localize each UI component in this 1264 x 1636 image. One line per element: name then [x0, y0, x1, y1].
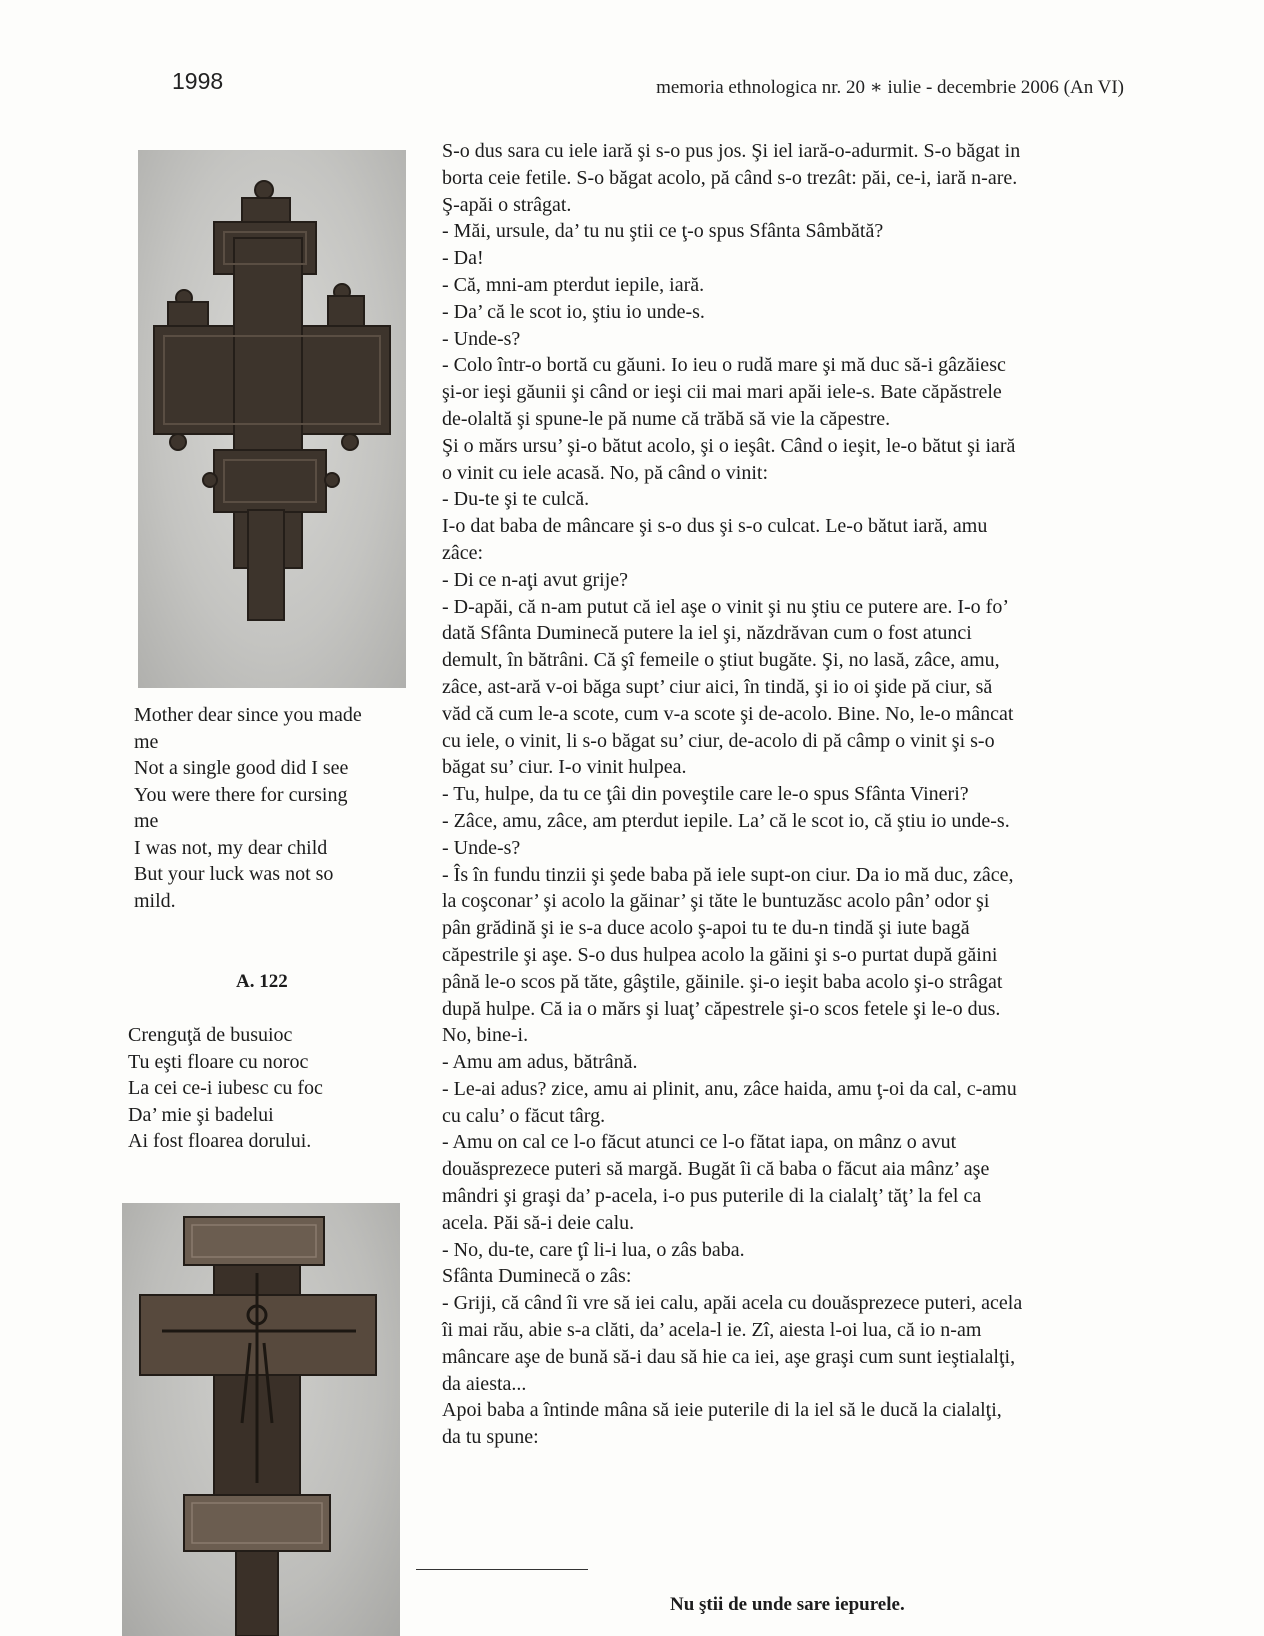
text-line: da aiesta...: [442, 1372, 527, 1395]
footnote-divider: [416, 1569, 588, 1570]
verse-line: But your luck was not so: [134, 863, 334, 885]
text-line: la coşconar’ şi acolo la găinar’ şi tăte le buntuzăsc acolo pân’ odor şi: [442, 890, 990, 913]
text-line: cu iele, o vinit, li s-o băgat su’ ciur, de-acolo di pă câmp o vinit şi s-o: [442, 729, 995, 752]
text-line: o vinit cu iele acasă. No, pă când o vinit:: [442, 461, 769, 484]
text-line: Şi o mărs ursu’ şi-o bătut acolo, şi o ieşât. Când o ieşit, le-o bătut şi iară: [442, 434, 1016, 457]
text-line: şi-or ieşi găunii şi când or ieşi cii mai mari apăi iele-s. Bate căpăstrele: [442, 381, 1002, 404]
text-line: mâncare aşe de bună să-i dau să hie ca iei, aşe graşi cum sunt ieştialalţi,: [442, 1345, 1016, 1368]
verse-english: [134, 702, 404, 914]
text-line: demult, în bătrâni. Că şî femeile o ştiut bugăte. Şi, no lasă, zâce, amu,: [442, 649, 1000, 672]
text-line: - Amu am adus, bătrână.: [442, 1051, 638, 1074]
verse-line: La cei ce-i iubesc cu foc: [128, 1077, 323, 1099]
text-line: de-olaltă şi spune-le pă nume că trăbă să vie la căpestre.: [442, 407, 891, 430]
text-line: - Da’ că le scot io, ştiu io unde-s.: [442, 300, 705, 323]
text-line: - Că, mni-am pterdut iepile, iară.: [442, 273, 705, 296]
verse-line: Not a single good did I see: [134, 757, 349, 779]
text-line: după hulpe. Că ia o mărs şi luaţ’ căpestrele şi-o scos fetele şi le-o dus.: [442, 997, 1001, 1020]
text-line: - Colo într-o bortă cu găuni. Io ieu o rudă mare şi mă duc să-i gâzăiesc: [442, 354, 1006, 377]
text-line: căpestrile şi aşe. S-o dus hulpea acolo la găini şi s-o purtat după găini: [442, 943, 998, 966]
main-story-text: [442, 138, 1154, 1451]
text-line: pân grădină şi ie s-a duce acolo ş-apoi tu te du-n tindă şi iute bagă: [442, 917, 970, 940]
crucifix-image: [122, 1203, 400, 1636]
text-line: - Zâce, amu, zâce, am pterdut iepile. La’ că le scot io, că ştiu io unde-s.: [442, 809, 1010, 832]
text-line: - Le-ai adus? zice, amu ai plinit, anu, zâce haida, amu ţ-oi da cal, c-amu: [442, 1077, 1017, 1100]
text-line: băgat su’ ciur. I-o vinit hulpea.: [442, 756, 687, 779]
text-line: cu calu’ o făcut târg.: [442, 1104, 606, 1127]
cross-photo-top: [138, 150, 406, 688]
text-line: - Unde-s?: [442, 836, 521, 859]
text-line: - Unde-s?: [442, 327, 521, 350]
text-line: - Amu on cal ce l-o făcut atunci ce l-o fătat iapa, on mânz o avut: [442, 1131, 957, 1154]
verse-line: Crenguţă de busuioc: [128, 1024, 293, 1046]
text-line: - Măi, ursule, da’ tu nu ştii ce ţ-o spus Sfânta Sâmbătă?: [442, 220, 884, 243]
text-line: dată Sfânta Duminecă putere la iel şi, năzdrăvan cum o fost atunci: [442, 622, 972, 645]
crucifix-photo-bottom: [122, 1203, 400, 1636]
verse-romanian: [128, 1022, 408, 1155]
text-line: - Griji, că când îi vre să iei calu, apăi acela cu douăsprezece puteri, acela: [442, 1292, 1023, 1315]
text-line: S-o dus sara cu iele iară şi s-o pus jos. Şi iel iară-o-adurmit. S-o băgat in: [442, 140, 1021, 162]
verse-line: Da’ mie şi badelui: [128, 1103, 274, 1126]
footnote: Nu ştii de unde sare iepurele.: [670, 1594, 905, 1615]
text-line: No, bine-i.: [442, 1024, 529, 1047]
text-line: văd că cum le-a scote, cum v-a scote şi de-acolo. Bine. No, le-o mâncat: [442, 702, 1014, 725]
text-line: - Tu, hulpe, da tu ce ţâi din poveştile care le-o spus Sfânta Vineri?: [442, 783, 969, 806]
text-line: acela. Păi să-i deie calu.: [442, 1211, 635, 1234]
verse-line: me: [134, 810, 159, 832]
verse-line: Ai fost floarea dorului.: [128, 1130, 312, 1152]
text-line: Sfânta Duminecă o zâs:: [442, 1265, 632, 1288]
text-line: Apoi baba a întinde mâna să ieie puterile di la iel să le ducă la cialalţi,: [442, 1399, 1002, 1422]
verse-line: mild.: [134, 889, 176, 912]
text-line: - Du-te şi te culcă.: [442, 488, 590, 511]
page-number: 1998: [172, 68, 224, 94]
text-line: I-o dat baba de mâncare şi s-o dus şi s-o culcat. Le-o bătut iară, amu: [442, 515, 988, 538]
verse-line: You were there for cursing: [134, 783, 348, 806]
text-line: mândri şi graşi da’ p-acela, i-o pus puterile di la cialalţ’ tăţ’ la fel ca: [442, 1185, 982, 1208]
verse-line: Mother dear since you made: [134, 704, 362, 726]
text-line: până le-o scos pă tăte, gâştile, găinile. şi-o ieşit baba acolo şi-o strâgat: [442, 970, 1003, 993]
text-line: - D-apăi, că n-am putut că iel aşe o vinit şi nu ştiu ce putere are. I-o fo’: [442, 595, 1010, 618]
text-line: - Di ce n-aţi avut grije?: [442, 568, 629, 591]
text-line: - No, du-te, care ţî li-i lua, o zâs baba.: [442, 1238, 745, 1261]
section-heading: A. 122: [236, 971, 288, 992]
text-line: da tu spune:: [442, 1426, 539, 1449]
verse-line: Tu eşti floare cu noroc: [128, 1050, 309, 1073]
double-bar-cross-image: [138, 150, 406, 688]
text-line: - Îs în fundu tinzii şi şede baba pă iele supt-on ciur. Da io mă duc, zâce,: [442, 863, 1014, 886]
text-line: Ş-apăi o strâgat.: [442, 193, 572, 216]
text-line: douăsprezece puteri să margă. Bugăt îi că baba o făcut aia mânz’ aşe: [442, 1158, 990, 1181]
text-line: borta ceie fetile. S-o băgat acolo, pă când s-o trezât: păi, ce-i, iară n-are.: [442, 166, 1018, 189]
text-line: zâce:: [442, 541, 484, 564]
text-line: - Da!: [442, 247, 484, 270]
text-line: îi mai rău, abie s-a clăti, da’ acela-l ie. Zî, aiesta l-oi lua, că io n-am: [442, 1319, 982, 1342]
verse-line: I was not, my dear child: [134, 836, 328, 859]
text-line: zâce, ast-ară v-oi băga supt’ ciur aici, în tindă, şi io oi şide pă ciur, să: [442, 675, 993, 698]
verse-line: me: [134, 730, 159, 753]
running-header: memoria ethnologica nr. 20 ∗ iulie - decembrie 2006 (An VI): [656, 77, 1124, 98]
